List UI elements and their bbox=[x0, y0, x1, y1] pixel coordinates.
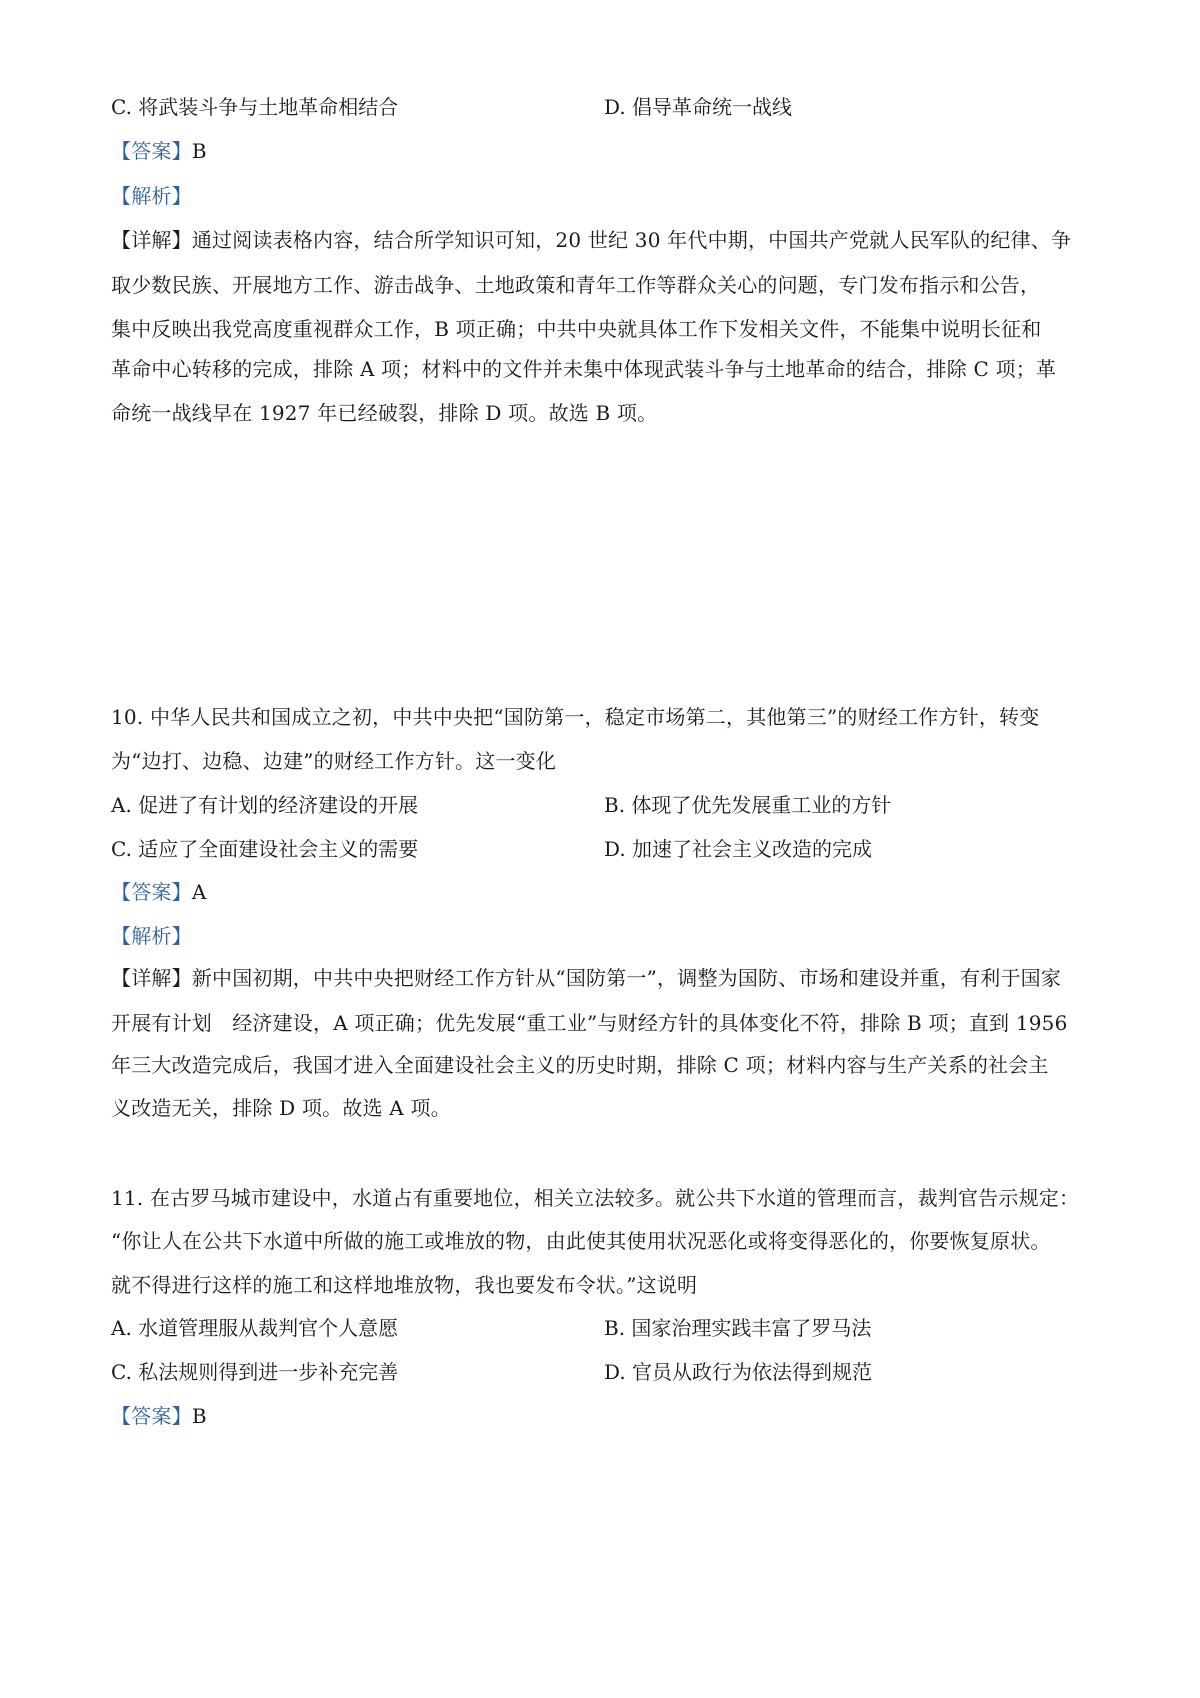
answer-tag: 【答案】 bbox=[111, 880, 192, 904]
answer-value: B bbox=[191, 139, 207, 163]
q10-analysis-line bbox=[111, 921, 1101, 951]
q10-detail-line-3: 年三大改造完成后，我国才进入全面建设社会主义的历史时期，排除 C 项；材料内容与生产关系的社会主 bbox=[111, 1053, 1049, 1077]
detail-tag: 【详解】 bbox=[111, 228, 192, 252]
q9-detail-line-4: 革命中心转移的完成，排除 A 项；材料中的文件并未集中体现武装斗争与土地革命的结合，排除 C 项；革 bbox=[111, 357, 1057, 381]
answer-tag: 【答案】 bbox=[111, 1404, 192, 1428]
q11-answer-line bbox=[111, 1401, 1101, 1431]
q11-option-a: A. 水道管理服从裁判官个人意愿 bbox=[111, 1316, 399, 1340]
detail-tag: 【详解】 bbox=[111, 966, 192, 990]
q10-detail-line-4: 义改造无关，排除 D 项。故选 A 项。 bbox=[111, 1096, 451, 1120]
q11-option-b: B. 国家治理实践丰富了罗马法 bbox=[604, 1316, 872, 1340]
answer-value: A bbox=[191, 880, 207, 904]
q10-option-d: D. 加速了社会主义改造的完成 bbox=[604, 837, 873, 861]
q10-stem-line-1: 10. 中华人民共和国成立之初，中共中央把“国防第一，稳定市场第二，其他第三”的财经工作方针，转变 bbox=[111, 705, 1040, 729]
q11-option-c: C. 私法规则得到进一步补充完善 bbox=[111, 1360, 399, 1384]
q10-option-c: C. 适应了全面建设社会主义的需要 bbox=[111, 837, 419, 861]
q10-answer-line bbox=[111, 877, 1101, 907]
answer-value: B bbox=[191, 1404, 207, 1428]
q11-stem-line-1: 11. 在古罗马城市建设中，水道占有重要地位，相关立法较多。就公共下水道的管理而言，裁判官告示规定： bbox=[111, 1186, 1080, 1210]
q10-option-a: A. 促进了有计划的经济建设的开展 bbox=[111, 793, 419, 817]
answer-tag: 【答案】 bbox=[111, 139, 192, 163]
q11-stem-line-2: “你让人在公共下水道中所做的施工或堆放的物，由此使其使用状况恶化或将变得恶化的，你要恢复原状。 bbox=[111, 1229, 1051, 1253]
q11-stem-line-3: 就不得进行这样的施工和这样地堆放物，我也要发布令状。”这说明 bbox=[111, 1273, 698, 1297]
q9-option-d: D. 倡导革命统一战线 bbox=[604, 95, 793, 119]
analysis-tag: 【解析】 bbox=[111, 924, 192, 948]
q9-answer-line bbox=[111, 136, 1101, 166]
detail-text: 新中国初期，中共中央把财经工作方针从“国防第一”，调整为国防、市场和建设并重，有利于国家 bbox=[191, 966, 1062, 990]
q9-detail-line-5: 命统一战线早在 1927 年已经破裂，排除 D 项。故选 B 项。 bbox=[111, 401, 658, 425]
analysis-tag: 【解析】 bbox=[111, 184, 192, 208]
detail-text: 通过阅读表格内容，结合所学知识可知，20 世纪 30 年代中期，中国共产党就人民军队的纪律、争 bbox=[191, 228, 1072, 252]
q9-option-c: C. 将武装斗争与土地革命相结合 bbox=[111, 95, 399, 119]
q9-analysis-line bbox=[111, 181, 1101, 211]
q10-option-b: B. 体现了优先发展重工业的方针 bbox=[604, 793, 892, 817]
q10-stem-line-2: 为“边打、边稳、边建”的财经工作方针。这一变化 bbox=[111, 749, 557, 773]
q11-option-d: D. 官员从政行为依法得到规范 bbox=[604, 1360, 873, 1384]
q10-detail-line-1 bbox=[111, 963, 1101, 993]
q9-detail-line-1 bbox=[111, 225, 1101, 255]
q9-detail-line-2: 取少数民族、开展地方工作、游击战争、土地政策和青年工作等群众关心的问题，专门发布指示和公告， bbox=[111, 273, 1041, 297]
q10-detail-line-2: 开展有计划 经济建设，A 项正确；优先发展“重工业”与财经方针的具体变化不符，排除 B 项；直到 1956 bbox=[111, 1011, 1068, 1035]
q9-detail-line-3: 集中反映出我党高度重视群众工作，B 项正确；中共中央就具体工作下发相关文件，不能集中说明长征和 bbox=[111, 317, 1042, 341]
